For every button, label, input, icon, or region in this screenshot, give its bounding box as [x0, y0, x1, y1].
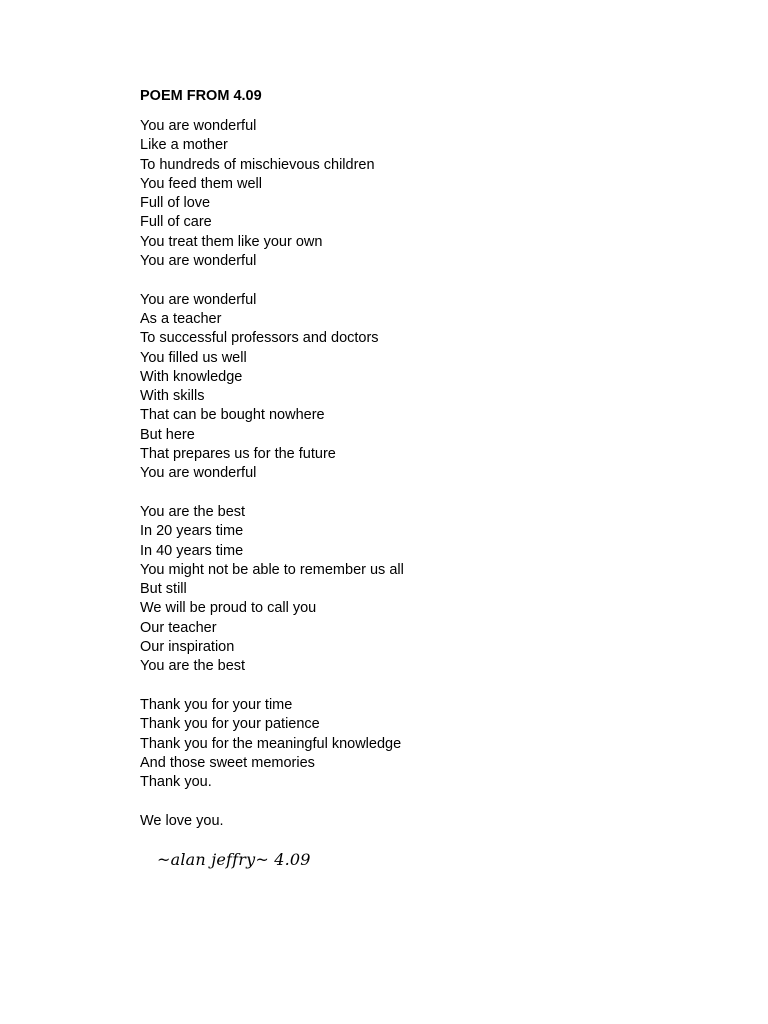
poem-line: But still — [140, 581, 187, 598]
handwritten-signature: ~alan jeffry~ 4.09 — [157, 850, 311, 869]
poem-line: Thank you for the meaningful knowledge — [140, 735, 402, 752]
poem-line: That can be bought nowhere — [140, 407, 325, 424]
poem-line: Full of care — [140, 214, 212, 231]
poem-line: With skills — [140, 388, 205, 405]
poem-line: You are wonderful — [140, 118, 257, 134]
poem-line: With knowledge — [140, 368, 243, 385]
poem-line: You are the best — [140, 503, 246, 520]
poem-line: Our teacher — [140, 619, 217, 636]
poem-line: You are the best — [140, 658, 246, 675]
poem-title: POEM FROM 4.09 — [140, 88, 262, 104]
closing-line: We love you. — [140, 812, 224, 829]
poem-line: We will be proud to call you — [140, 600, 317, 617]
poem-line: You treat them like your own — [140, 233, 323, 250]
poem-line: You might not be able to remember us all — [140, 561, 404, 578]
poem-body — [140, 117, 404, 831]
stanza-4 — [140, 696, 404, 792]
poem-line: Thank you for your time — [140, 696, 293, 713]
poem-line: That prepares us for the future — [140, 446, 336, 463]
poem-line: You are wonderful — [140, 253, 257, 270]
stanza-2 — [140, 291, 404, 484]
poem-line: Thank you for your patience — [140, 716, 320, 733]
poem-line: In 20 years time — [140, 523, 244, 540]
poem-line: Like a mother — [140, 137, 228, 154]
stanza-1 — [140, 117, 404, 271]
poem-line: Thank you. — [140, 774, 212, 791]
poem-line: You filled us well — [140, 349, 247, 366]
poem-line: To successful professors and doctors — [140, 330, 379, 347]
poem-line: Our inspiration — [140, 639, 235, 656]
stanza-3 — [140, 503, 404, 677]
poem-line: You are wonderful — [140, 465, 257, 482]
poem-line: And those sweet memories — [140, 754, 315, 771]
poem-line: In 40 years time — [140, 542, 244, 559]
poem-line: But here — [140, 426, 195, 443]
poem-line: Full of love — [140, 195, 211, 212]
poem-line: You feed them well — [140, 175, 262, 192]
poem-line: You are wonderful — [140, 291, 257, 308]
poem-line: As a teacher — [140, 310, 222, 327]
poem-line: To hundreds of mischievous children — [140, 156, 375, 173]
